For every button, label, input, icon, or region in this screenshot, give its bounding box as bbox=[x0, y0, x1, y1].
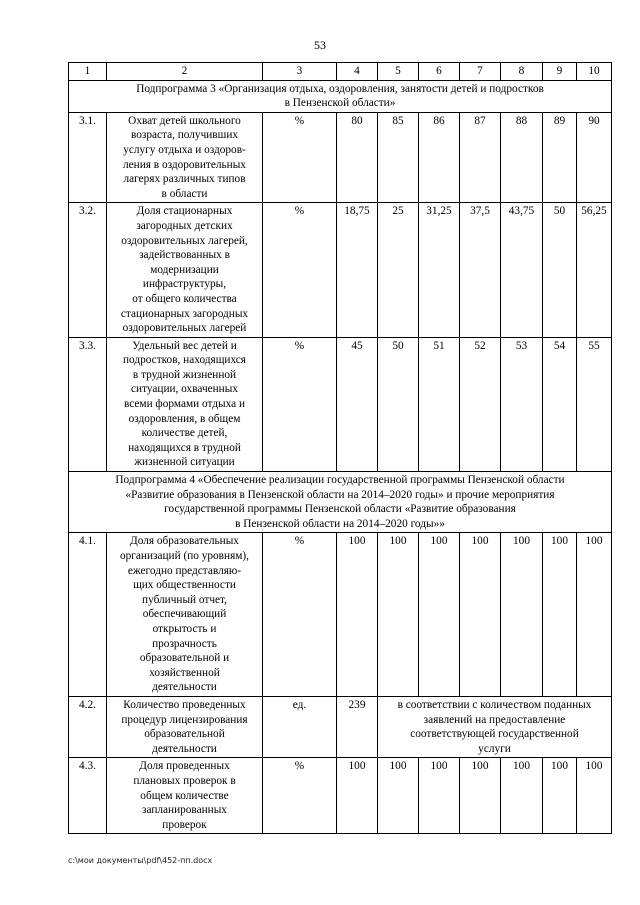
value-cell: 100 bbox=[543, 758, 577, 834]
text-line: публичный отчет, bbox=[142, 593, 227, 606]
value-cell: 100 bbox=[501, 758, 543, 834]
value-cell: 31,25 bbox=[419, 203, 460, 337]
text-line: оздоровительных лагерей, bbox=[121, 234, 248, 247]
row-index: 3.2. bbox=[69, 203, 107, 337]
value-cell: 100 bbox=[337, 758, 378, 834]
indicator-name bbox=[107, 203, 263, 337]
text-line: в Пензенской области на 2014–2020 годы»» bbox=[235, 517, 445, 530]
text-line: запланированных bbox=[142, 804, 227, 817]
text-line: услугу отдыха и оздоров- bbox=[123, 143, 246, 156]
value-cell: 100 bbox=[419, 533, 460, 697]
subprogram-3-header bbox=[69, 80, 612, 112]
text-line: в соответствии с количеством поданных bbox=[397, 698, 592, 711]
text-line: Доля образовательных bbox=[130, 535, 239, 548]
table-row bbox=[69, 112, 612, 203]
text-line: от общего количества bbox=[132, 292, 237, 305]
text-line: возраста, получивших bbox=[130, 129, 239, 142]
value-cell: 100 bbox=[378, 758, 419, 834]
value-cell: 50 bbox=[543, 203, 577, 337]
text-line: стационарных загородных bbox=[120, 307, 249, 320]
text-line: государственной программы Пензенской области «Развитие образования bbox=[164, 503, 516, 516]
value-cell: 86 bbox=[419, 112, 460, 203]
unit: % bbox=[263, 758, 337, 834]
table-row bbox=[69, 337, 612, 471]
row-index: 4.2. bbox=[69, 696, 107, 757]
value-cell: 100 bbox=[543, 533, 577, 697]
text-line: хозяйственной bbox=[149, 666, 220, 679]
text-line: загородных детских bbox=[136, 219, 233, 232]
text-line: инфраструктуры, bbox=[142, 278, 227, 291]
value-cell: 45 bbox=[337, 337, 378, 471]
column-number: 3 bbox=[263, 63, 337, 81]
unit: % bbox=[263, 203, 337, 337]
subprogram-title bbox=[69, 80, 612, 112]
text-line: процедур лицензирования bbox=[121, 713, 248, 726]
text-line: Подпрограмма 4 «Обеспечение реализации государственной программы Пензенской области bbox=[115, 474, 565, 487]
text-line: лагерях различных типов bbox=[123, 173, 246, 186]
value-cell: 239 bbox=[337, 696, 378, 757]
column-number: 9 bbox=[543, 63, 577, 81]
value-cell: 100 bbox=[460, 758, 501, 834]
text-line: заявлений на предоставление bbox=[423, 713, 566, 726]
column-number: 2 bbox=[107, 63, 263, 81]
text-line: ления в оздоровительных bbox=[123, 158, 246, 171]
row-index: 3.1. bbox=[69, 112, 107, 203]
indicator-name bbox=[107, 337, 263, 471]
unit: % bbox=[263, 112, 337, 203]
text-line: обеспечивающий bbox=[142, 608, 227, 621]
value-cell: 100 bbox=[460, 533, 501, 697]
value-cell: 100 bbox=[577, 533, 612, 697]
text-line: модернизации bbox=[150, 263, 219, 276]
text-line: образовательной bbox=[144, 728, 225, 741]
text-line: оздоровления, в общем bbox=[128, 412, 241, 425]
text-line: ежегодно представляю- bbox=[127, 564, 242, 577]
indicator-name bbox=[107, 696, 263, 757]
value-cell: 89 bbox=[543, 112, 577, 203]
column-number: 6 bbox=[419, 63, 460, 81]
value-cell: 51 bbox=[419, 337, 460, 471]
page-number: 53 bbox=[314, 38, 326, 52]
value-cell: 100 bbox=[337, 533, 378, 697]
text-line: в Пензенской области» bbox=[284, 97, 396, 110]
column-number: 1 bbox=[69, 63, 107, 81]
table-row bbox=[69, 696, 612, 757]
text-line: плановых проверок в bbox=[133, 774, 236, 787]
value-cell: 54 bbox=[543, 337, 577, 471]
column-numbers-row bbox=[69, 63, 612, 81]
value-cell: 100 bbox=[378, 533, 419, 697]
column-number: 8 bbox=[501, 63, 543, 81]
subprogram-title bbox=[69, 472, 612, 533]
merged-note bbox=[378, 696, 612, 757]
unit: ед. bbox=[263, 696, 337, 757]
text-line: образовательной и bbox=[139, 652, 230, 665]
text-line: в трудной жизненной bbox=[132, 368, 237, 381]
column-number: 7 bbox=[460, 63, 501, 81]
text-line: Доля стационарных bbox=[136, 205, 233, 218]
value-cell: 90 bbox=[577, 112, 612, 203]
value-cell: 52 bbox=[460, 337, 501, 471]
text-line: количестве детей, bbox=[141, 427, 228, 440]
text-line: в области bbox=[161, 187, 208, 200]
text-line: деятельности bbox=[152, 681, 217, 694]
value-cell: 100 bbox=[419, 758, 460, 834]
text-line: задействованных в bbox=[139, 249, 230, 262]
text-line: ситуации, охваченных bbox=[131, 383, 238, 396]
text-line: открытость и bbox=[152, 622, 217, 635]
text-line: проверок bbox=[162, 818, 207, 831]
text-line: услуги bbox=[478, 742, 511, 755]
value-cell: 25 bbox=[378, 203, 419, 337]
table-row bbox=[69, 758, 612, 834]
text-line: всеми формами отдыха и bbox=[123, 398, 245, 411]
table-row bbox=[69, 533, 612, 697]
text-line: организаций (по уровням), bbox=[119, 550, 249, 562]
indicators-table bbox=[68, 62, 612, 834]
value-cell: 87 bbox=[460, 112, 501, 203]
value-cell: 100 bbox=[577, 758, 612, 834]
text-line: деятельности bbox=[152, 742, 217, 755]
text-line: «Развитие образования в Пензенской области на 2014–2020 годы» и прочие мероприятия bbox=[125, 488, 555, 501]
text-line: Количество проведенных bbox=[123, 698, 246, 711]
unit: % bbox=[263, 337, 337, 471]
value-cell: 53 bbox=[501, 337, 543, 471]
column-number: 10 bbox=[577, 63, 612, 81]
text-line: щих общественности bbox=[133, 579, 236, 592]
column-number: 4 bbox=[337, 63, 378, 81]
value-cell: 88 bbox=[501, 112, 543, 203]
text-line: прозрачность bbox=[152, 637, 217, 650]
text-line: подростков, находящихся bbox=[122, 354, 246, 367]
text-line: Охват детей школьного bbox=[128, 114, 241, 127]
value-cell: 56,25 bbox=[577, 203, 612, 337]
subprogram-4-header bbox=[69, 472, 612, 533]
text-line: соответствующей государственной bbox=[410, 728, 579, 741]
row-index: 4.1. bbox=[69, 533, 107, 697]
indicator-name bbox=[107, 533, 263, 697]
text-line: находящихся в трудной bbox=[128, 441, 241, 454]
text-line: Подпрограмма 3 «Организация отдыха, оздоровления, занятости детей и подростков bbox=[136, 82, 544, 95]
value-cell: 43,75 bbox=[501, 203, 543, 337]
row-index: 3.3. bbox=[69, 337, 107, 471]
table-row bbox=[69, 203, 612, 337]
row-index: 4.3. bbox=[69, 758, 107, 834]
column-number: 5 bbox=[378, 63, 419, 81]
value-cell: 50 bbox=[378, 337, 419, 471]
value-cell: 55 bbox=[577, 337, 612, 471]
text-line: Доля проведенных bbox=[139, 760, 230, 773]
file-path-footer: c:\мои документы\pdf\452-пп.docx bbox=[68, 856, 213, 865]
value-cell: 18,75 bbox=[337, 203, 378, 337]
text-line: жизненной ситуации bbox=[134, 456, 235, 469]
value-cell: 80 bbox=[337, 112, 378, 203]
text-line: оздоровительных лагерей bbox=[122, 322, 247, 335]
value-cell: 100 bbox=[501, 533, 543, 697]
text-line: общем количестве bbox=[140, 789, 229, 802]
indicator-name bbox=[107, 112, 263, 203]
value-cell: 85 bbox=[378, 112, 419, 203]
indicator-name bbox=[107, 758, 263, 834]
unit: % bbox=[263, 533, 337, 697]
text-line: Удельный вес детей и bbox=[132, 339, 237, 352]
value-cell: 37,5 bbox=[460, 203, 501, 337]
